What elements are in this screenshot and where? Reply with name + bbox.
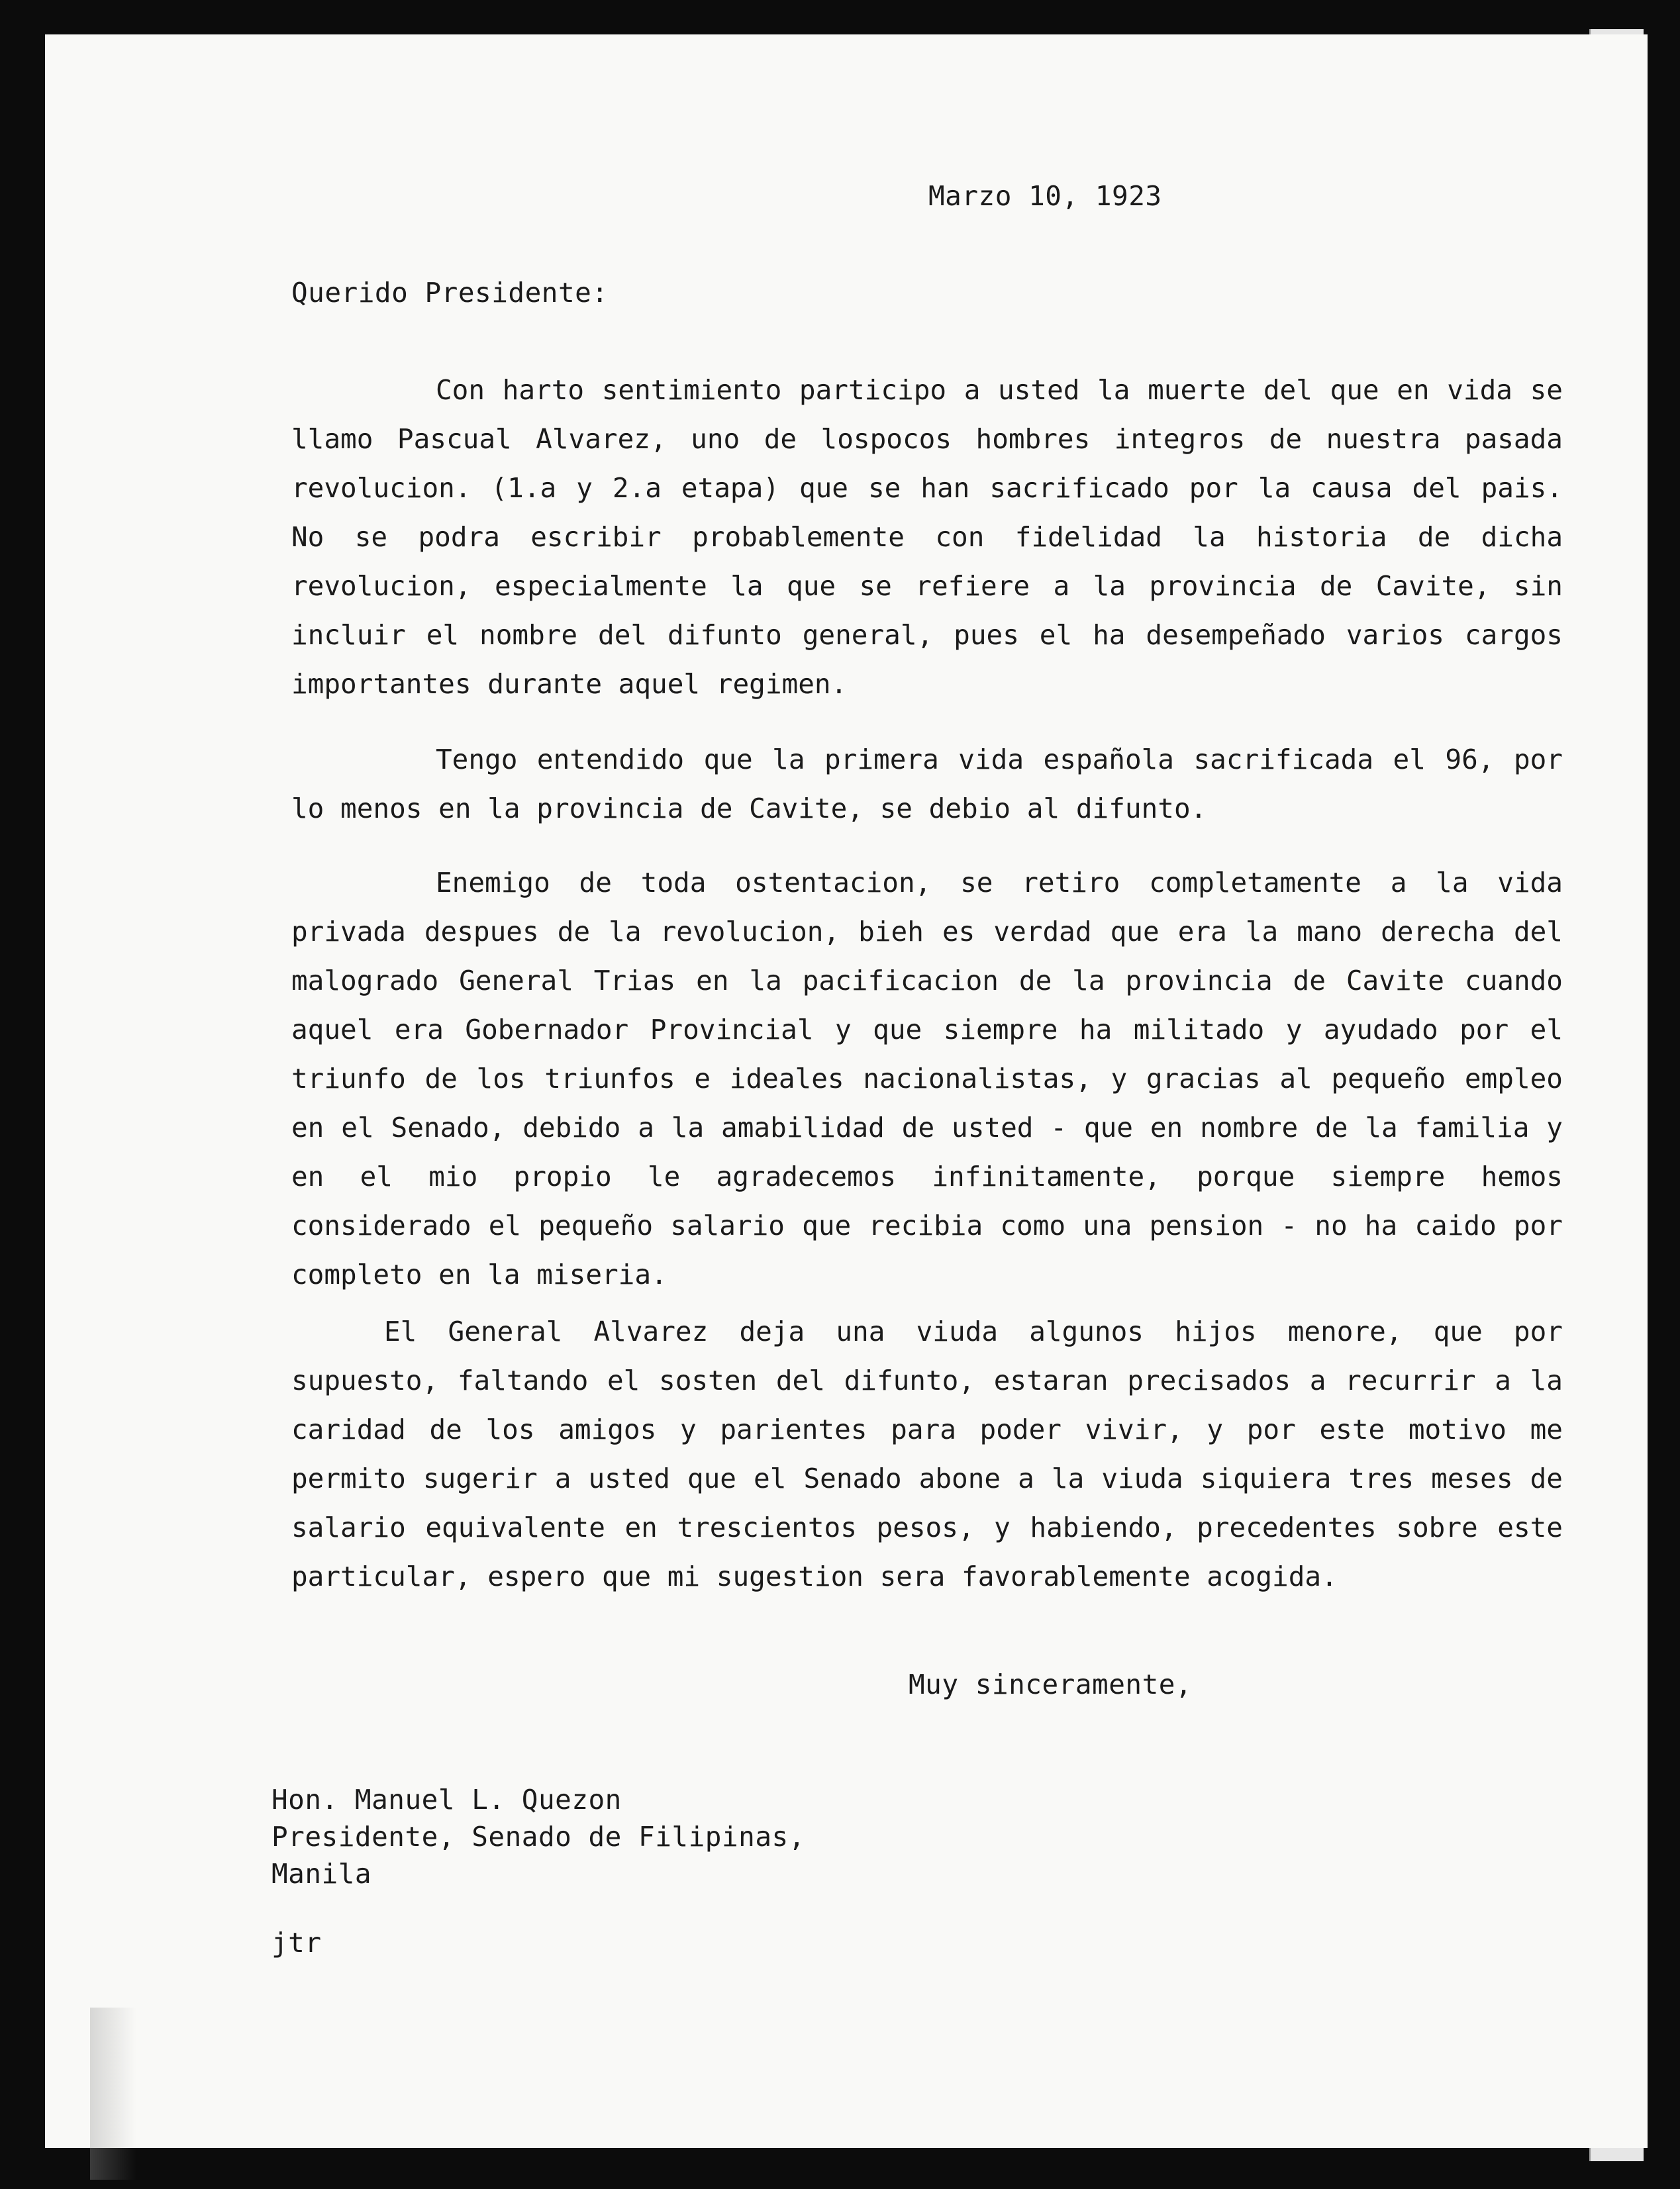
addressee-city: Manila	[272, 1858, 372, 1890]
typist-initials: jtr	[272, 1927, 322, 1959]
addressee-block	[272, 1781, 805, 1892]
paragraph-3: Enemigo de toda ostentacion, se retiro completamente a la vida privada despues de la revolucion, bieh es verdad que era la mano derecha del malogrado General Trias en la pacificacion de la provincia de Cavite cuando aquel era Gobernador Provincial y que siempre ha militado y ayudado por el triunfo de los triunfos e ideales nacionalistas, y gracias al pequeño empleo en el Senado, debido a la amabilidad de usted - que en nombre de la familia y en el mio propio le agradecemos infinitamente, porque siempre hemos considerado el pequeño salario que recibia como una pension - no ha caido por completo en la miseria.	[291, 867, 1563, 1290]
addressee-name: Hon. Manuel L. Quezon	[272, 1784, 622, 1816]
paragraph-1: Con harto sentimiento participo a usted la muerte del que en vida se llamo Pascual Alvarez, uno de lospocos hombres integros de nuestra pasada revolucion. (1.a y 2.a etapa) que se han sacrificado por la causa del pais. No se podra escribir probablemente con fidelidad la historia de dicha revolucion, especialmente la que se refiere a la provincia de Cavite, sin incluir el nombre del difunto general, pues el ha desempeñado varios cargos importantes durante aquel regimen.	[291, 374, 1563, 700]
letter-date: Marzo 10, 1923	[928, 180, 1162, 212]
paragraph-4: El General Alvarez deja una viuda algunos hijos menore, que por supuesto, faltando el sosten del difunto, estaran precisados a recurrir a la caridad de los amigos y parientes para poder vivir, y por este motivo me permito sugerir a usted que el Senado abone a la viuda siquiera tres meses de salario equivalente en trescientos pesos, y habiendo, precedentes sobre este particular, espero que mi sugestion sera favorablemente acogida.	[291, 1316, 1563, 1592]
closing: Muy sinceramente,	[909, 1669, 1193, 1700]
salutation: Querido Presidente:	[291, 277, 609, 309]
scan-smudge	[90, 2008, 136, 2180]
addressee-title: Presidente, Senado de Filipinas,	[272, 1821, 805, 1853]
paragraph-2: Tengo entendido que la primera vida española sacrificada el 96, por lo menos en la provincia de Cavite, se debio al difunto.	[291, 744, 1563, 824]
